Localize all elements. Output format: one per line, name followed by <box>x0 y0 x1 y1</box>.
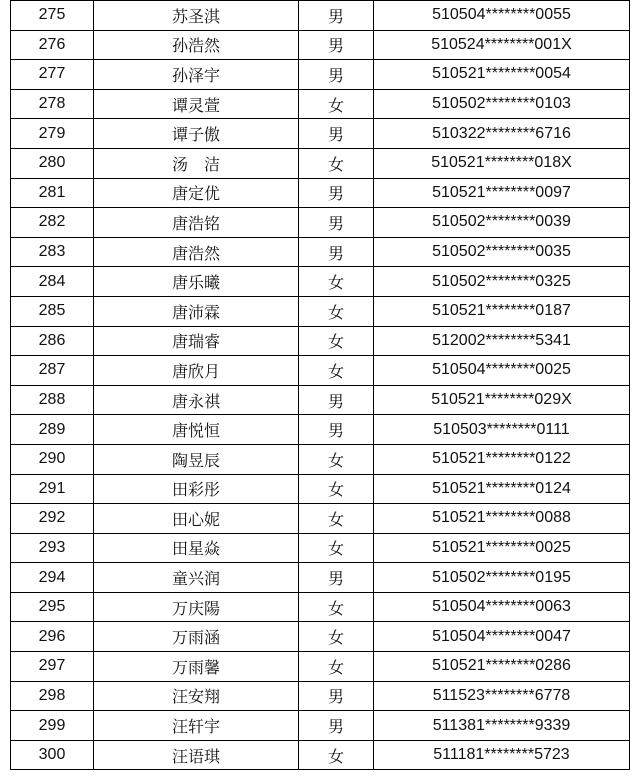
student-name: 唐欣月 <box>94 356 299 386</box>
table-row <box>11 681 630 711</box>
student-id-number: 510504********0047 <box>374 622 630 652</box>
student-name: 唐定优 <box>94 178 299 208</box>
table-row <box>11 237 630 267</box>
student-gender: 男 <box>299 563 374 593</box>
student-id-number: 511181********5723 <box>374 740 630 770</box>
row-number: 290 <box>11 444 94 474</box>
table-row <box>11 652 630 682</box>
student-id-number: 510521********0187 <box>374 296 630 326</box>
student-gender: 女 <box>299 592 374 622</box>
student-id-number: 510503********0111 <box>374 415 630 445</box>
row-number: 288 <box>11 385 94 415</box>
student-name: 万雨涵 <box>94 622 299 652</box>
student-gender: 男 <box>299 237 374 267</box>
student-gender: 男 <box>299 415 374 445</box>
student-gender: 女 <box>299 652 374 682</box>
student-gender: 女 <box>299 504 374 534</box>
row-number: 292 <box>11 504 94 534</box>
table-row <box>11 119 630 149</box>
roster-table <box>10 0 630 770</box>
student-gender: 女 <box>299 267 374 297</box>
student-id-number: 510322********6716 <box>374 119 630 149</box>
student-name: 唐浩铭 <box>94 208 299 238</box>
row-number: 296 <box>11 622 94 652</box>
row-number: 294 <box>11 563 94 593</box>
student-id-number: 510502********0325 <box>374 267 630 297</box>
student-name: 唐永祺 <box>94 385 299 415</box>
row-number: 298 <box>11 681 94 711</box>
row-number: 286 <box>11 326 94 356</box>
row-number: 280 <box>11 148 94 178</box>
row-number: 282 <box>11 208 94 238</box>
student-gender: 男 <box>299 711 374 741</box>
student-id-number: 510502********0039 <box>374 208 630 238</box>
student-gender: 女 <box>299 444 374 474</box>
table-row <box>11 30 630 60</box>
student-id-number: 510524********001X <box>374 30 630 60</box>
student-id-number: 510521********0054 <box>374 60 630 90</box>
student-id-number: 510504********0055 <box>374 1 630 31</box>
student-name: 孙浩然 <box>94 30 299 60</box>
student-name: 谭灵萱 <box>94 89 299 119</box>
row-number: 293 <box>11 533 94 563</box>
row-number: 291 <box>11 474 94 504</box>
student-gender: 女 <box>299 622 374 652</box>
roster-table-container <box>10 0 629 770</box>
student-gender: 男 <box>299 178 374 208</box>
student-id-number: 510521********0122 <box>374 444 630 474</box>
student-id-number: 512002********5341 <box>374 326 630 356</box>
row-number: 289 <box>11 415 94 445</box>
row-number: 279 <box>11 119 94 149</box>
student-name: 唐沛霖 <box>94 296 299 326</box>
table-row <box>11 740 630 770</box>
table-row <box>11 148 630 178</box>
student-id-number: 510521********0286 <box>374 652 630 682</box>
student-gender: 女 <box>299 326 374 356</box>
table-row <box>11 563 630 593</box>
student-gender: 男 <box>299 119 374 149</box>
student-gender: 女 <box>299 296 374 326</box>
row-number: 284 <box>11 267 94 297</box>
table-row <box>11 622 630 652</box>
student-id-number: 510521********018X <box>374 148 630 178</box>
student-name: 谭子傲 <box>94 119 299 149</box>
student-id-number: 510502********0103 <box>374 89 630 119</box>
student-gender: 男 <box>299 385 374 415</box>
student-gender: 男 <box>299 30 374 60</box>
row-number: 287 <box>11 356 94 386</box>
student-gender: 女 <box>299 474 374 504</box>
table-row <box>11 474 630 504</box>
student-gender: 男 <box>299 1 374 31</box>
student-id-number: 510502********0195 <box>374 563 630 593</box>
student-name: 田彩彤 <box>94 474 299 504</box>
student-name: 田星焱 <box>94 533 299 563</box>
row-number: 297 <box>11 652 94 682</box>
student-gender: 男 <box>299 208 374 238</box>
table-row <box>11 89 630 119</box>
student-gender: 女 <box>299 740 374 770</box>
row-number: 283 <box>11 237 94 267</box>
student-name: 苏圣淇 <box>94 1 299 31</box>
row-number: 300 <box>11 740 94 770</box>
student-name: 唐浩然 <box>94 237 299 267</box>
table-row <box>11 356 630 386</box>
student-id-number: 511381********9339 <box>374 711 630 741</box>
table-row <box>11 592 630 622</box>
student-name: 孙泽宇 <box>94 60 299 90</box>
table-row <box>11 1 630 31</box>
row-number: 275 <box>11 1 94 31</box>
row-number: 295 <box>11 592 94 622</box>
student-name: 陶昱辰 <box>94 444 299 474</box>
student-id-number: 510521********0025 <box>374 533 630 563</box>
student-name: 汤 洁 <box>94 148 299 178</box>
student-id-number: 510521********0088 <box>374 504 630 534</box>
student-id-number: 510504********0063 <box>374 592 630 622</box>
table-row <box>11 326 630 356</box>
student-name: 童兴润 <box>94 563 299 593</box>
table-row <box>11 60 630 90</box>
student-gender: 男 <box>299 60 374 90</box>
table-row <box>11 178 630 208</box>
table-row <box>11 504 630 534</box>
student-name: 唐悦恒 <box>94 415 299 445</box>
student-name: 汪安翔 <box>94 681 299 711</box>
row-number: 278 <box>11 89 94 119</box>
student-gender: 女 <box>299 148 374 178</box>
student-name: 唐瑞睿 <box>94 326 299 356</box>
student-name: 汪语琪 <box>94 740 299 770</box>
student-id-number: 510502********0035 <box>374 237 630 267</box>
student-name: 万庆陽 <box>94 592 299 622</box>
row-number: 281 <box>11 178 94 208</box>
student-id-number: 510504********0025 <box>374 356 630 386</box>
student-name: 汪轩宇 <box>94 711 299 741</box>
row-number: 277 <box>11 60 94 90</box>
student-id-number: 510521********0124 <box>374 474 630 504</box>
student-name: 田心妮 <box>94 504 299 534</box>
table-row <box>11 415 630 445</box>
row-number: 276 <box>11 30 94 60</box>
table-row <box>11 533 630 563</box>
student-gender: 女 <box>299 533 374 563</box>
student-name: 万雨馨 <box>94 652 299 682</box>
student-gender: 女 <box>299 356 374 386</box>
student-id-number: 510521********0097 <box>374 178 630 208</box>
table-row <box>11 267 630 297</box>
row-number: 299 <box>11 711 94 741</box>
student-gender: 男 <box>299 681 374 711</box>
student-gender: 女 <box>299 89 374 119</box>
student-id-number: 511523********6778 <box>374 681 630 711</box>
roster-table-body <box>11 1 630 770</box>
table-row <box>11 711 630 741</box>
table-row <box>11 385 630 415</box>
student-name: 唐乐曦 <box>94 267 299 297</box>
table-row <box>11 444 630 474</box>
student-id-number: 510521********029X <box>374 385 630 415</box>
table-row <box>11 296 630 326</box>
table-row <box>11 208 630 238</box>
row-number: 285 <box>11 296 94 326</box>
